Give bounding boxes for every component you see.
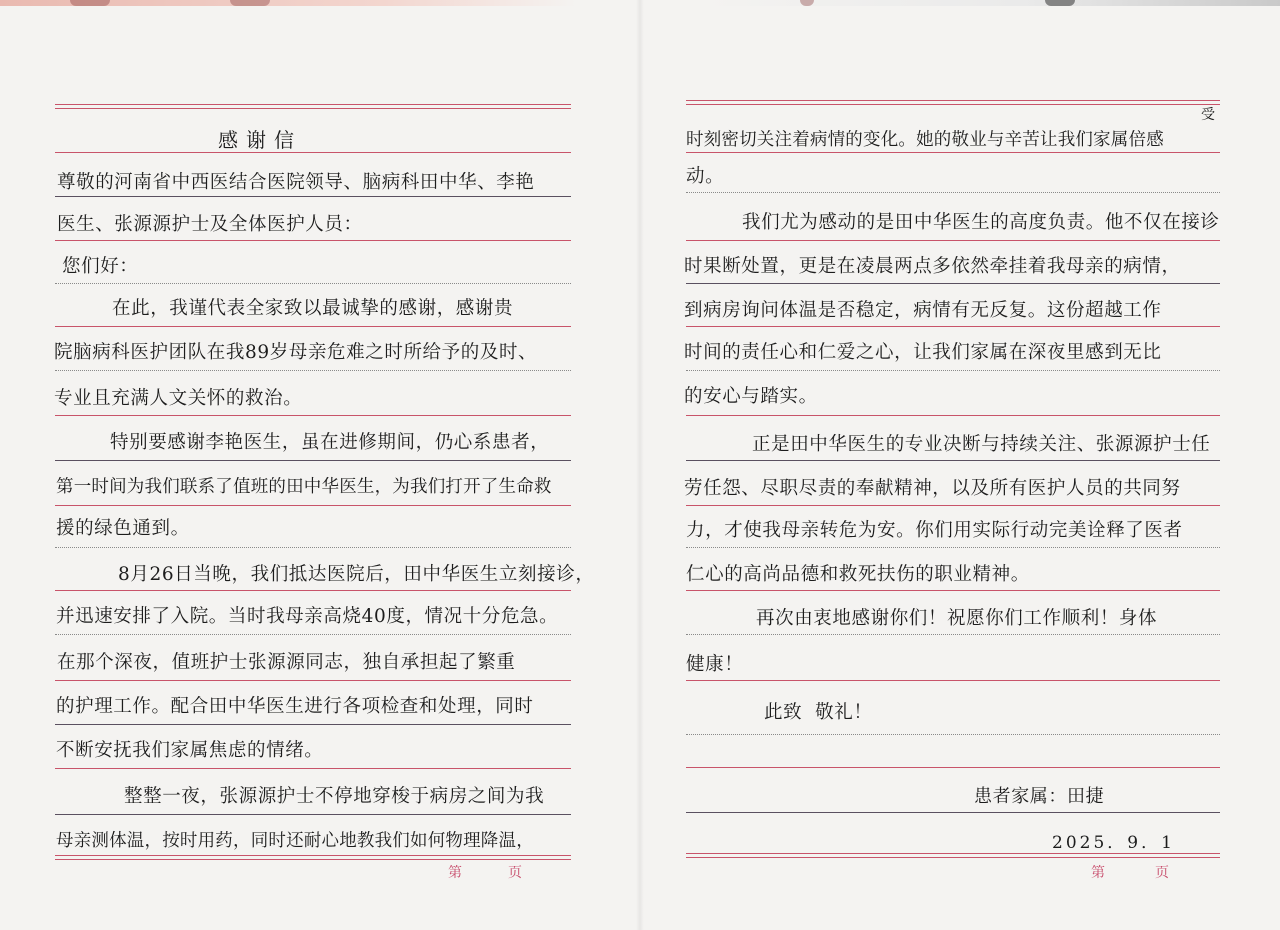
- page-number-prefix: 第: [1091, 865, 1105, 881]
- ruled-line: [686, 370, 1220, 371]
- ruled-line: [55, 460, 571, 461]
- ruled-line: [686, 547, 1220, 548]
- closing-line: 此致 敬礼！: [764, 702, 873, 723]
- body-line: 整整一夜，张源源护士不停地穿梭于病房之间为我: [124, 786, 545, 807]
- letter-page-right: [644, 0, 1280, 930]
- body-line: 健康！: [686, 654, 744, 675]
- top-rule: [686, 100, 1220, 101]
- top-rule: [686, 104, 1220, 105]
- ruled-line: [55, 152, 571, 153]
- ruled-line: [55, 505, 571, 506]
- ruled-line: [686, 634, 1220, 635]
- letter-page-left: [0, 0, 636, 930]
- ruled-line: [686, 240, 1220, 241]
- body-line: 我们尤为感动的是田中华医生的高度负责。他不仅在接诊: [742, 212, 1220, 233]
- ruled-line: [686, 283, 1220, 284]
- ruled-line: [55, 240, 571, 241]
- ruled-line: [55, 415, 571, 416]
- body-line: 的安心与踏实。: [684, 386, 818, 407]
- ruled-line: [55, 680, 571, 681]
- ruled-line: [686, 767, 1220, 768]
- body-line: 时间的责任心和仁爱之心，让我们家属在深夜里感到无比: [684, 342, 1162, 363]
- body-line: 8月26日当晚，我们抵达医院后，田中华医生立刻接诊，: [118, 564, 595, 585]
- ruled-line: [686, 460, 1220, 461]
- page-number-suffix: 页: [1155, 865, 1169, 881]
- body-line: 到病房询问体温是否稳定，病情有无反复。这份超越工作: [684, 300, 1162, 321]
- ruled-line: [55, 590, 571, 591]
- body-line: 正是田中华医生的专业决断与持续关注、张源源护士任: [752, 434, 1211, 455]
- letter-title: 感谢信: [218, 128, 302, 152]
- body-line: 援的绿色通到。: [56, 518, 190, 539]
- body-line: 第一时间为我们联系了值班的田中华医生，为我们打开了生命救: [56, 477, 552, 497]
- ruled-line: [55, 814, 571, 815]
- ruled-line: [686, 505, 1220, 506]
- top-rule: [55, 104, 571, 105]
- body-line: 力，才使我母亲转危为安。你们用实际行动完美诠释了医者: [686, 520, 1183, 541]
- ruled-line: [55, 326, 571, 327]
- ruled-line: [686, 415, 1220, 416]
- ruled-line: [55, 547, 571, 548]
- body-line: 专业且充满人文关怀的救治。: [54, 388, 303, 409]
- signature-line: 患者家属：田捷: [974, 786, 1105, 807]
- bottom-rule: [686, 853, 1220, 854]
- ruled-line: [686, 812, 1220, 813]
- ruled-line: [686, 192, 1220, 193]
- ruled-line: [686, 590, 1220, 591]
- body-line: 母亲测体温，按时用药，同时还耐心地教我们如何物理降温，: [56, 831, 534, 851]
- page-number-prefix: 第: [448, 865, 462, 881]
- body-line: 特别要感谢李艳医生，虽在进修期间，仍心系患者，: [110, 432, 550, 453]
- ruled-line: [55, 196, 571, 197]
- page-number-suffix: 页: [508, 865, 522, 881]
- ruled-line: [686, 680, 1220, 681]
- body-line: 再次由衷地感谢你们！祝愿你们工作顺利！身体: [756, 608, 1158, 629]
- body-line: 不断安抚我们家属焦虑的情绪。: [56, 740, 324, 761]
- body-line: 在那个深夜，值班护士张源源同志，独自承担起了繁重: [57, 652, 516, 673]
- salutation-line: 医生、张源源护士及全体医护人员：: [57, 214, 363, 235]
- ruled-line: [686, 326, 1220, 327]
- body-line: 院脑病科医护团队在我89岁母亲危难之时所给予的及时、: [54, 342, 538, 363]
- ruled-line: [686, 734, 1220, 735]
- page-fold: [636, 0, 644, 930]
- handwritten-insertion: 受: [1201, 107, 1215, 123]
- body-line: 的护理工作。配合田中华医生进行各项检查和处理，同时: [56, 696, 534, 717]
- top-rule: [55, 108, 571, 109]
- ruled-line: [55, 283, 571, 284]
- body-line: 时果断处置，更是在凌晨两点多依然牵挂着我母亲的病情，: [684, 256, 1181, 277]
- date-line: 2025．9．1: [1052, 833, 1175, 853]
- ruled-line: [686, 152, 1220, 153]
- ruled-line: [55, 370, 571, 371]
- bottom-rule: [686, 857, 1220, 858]
- body-line: 在此，我谨代表全家致以最诚挚的感谢，感谢贵: [112, 298, 514, 319]
- bottom-rule: [55, 859, 571, 860]
- ruled-line: [55, 724, 571, 725]
- body-line: 并迅速安排了入院。当时我母亲高烧40度，情况十分危急。: [56, 606, 559, 627]
- greeting-line: 您们好：: [62, 256, 139, 277]
- bottom-rule: [55, 855, 571, 856]
- body-line: 劳任怨、尽职尽责的奉献精神，以及所有医护人员的共同努: [684, 478, 1181, 499]
- ruled-line: [55, 634, 571, 635]
- body-line: 动。: [686, 166, 725, 187]
- body-line: 时刻密切关注着病情的变化。她的敬业与辛苦让我们家属倍感: [686, 130, 1164, 150]
- ruled-line: [55, 768, 571, 769]
- body-line: 仁心的高尚品德和救死扶伤的职业精神。: [686, 564, 1030, 585]
- salutation-line: 尊敬的河南省中西医结合医院领导、脑病科田中华、李艳: [57, 172, 535, 193]
